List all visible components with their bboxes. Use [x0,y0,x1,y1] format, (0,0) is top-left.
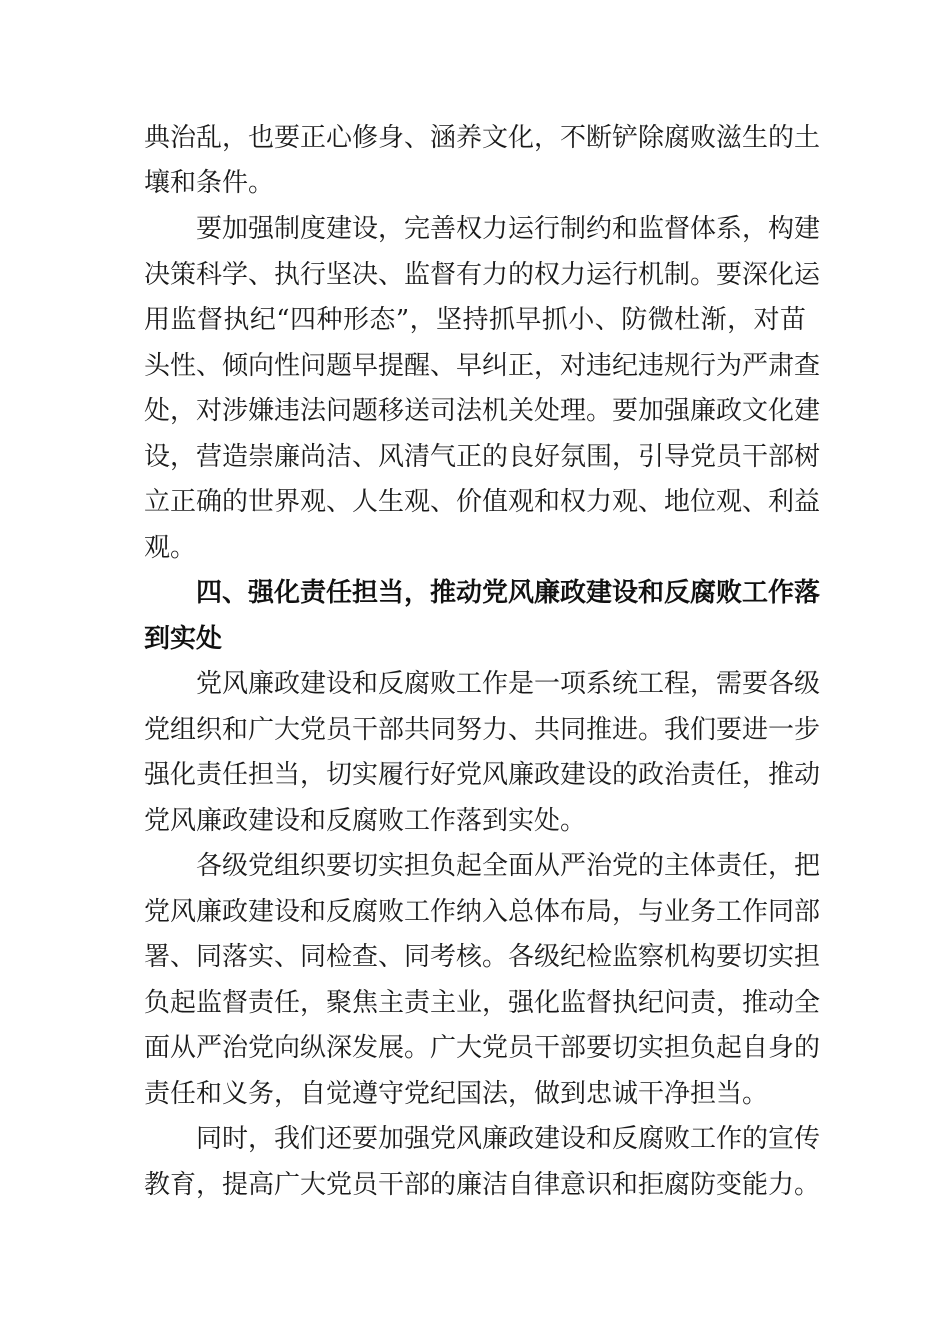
text-line: 决策科学、执行坚决、监督有力的权力运行机制。要深化运 [144,260,821,290]
text-line: 教育，提高广大党员干部的廉洁自律意识和拒腐防变能力。 [144,1170,821,1200]
text-line: 要加强制度建设，完善权力运行制约和监督体系，构建 [196,214,821,244]
text-line: 面从严治党向纵深发展。广大党员干部要切实担负起自身的 [144,1033,821,1063]
text-line: 处，对涉嫌违法问题移送司法机关处理。要加强廉政文化建 [144,396,821,426]
text-line: 观。 [144,533,197,563]
text-line: 党风廉政建设和反腐败工作落到实处。 [144,806,587,836]
text-line: 署、同落实、同检查、同考核。各级纪检监察机构要切实担 [144,942,821,972]
text-line: 壤和条件。 [144,168,275,198]
text-line: 各级党组织要切实担负起全面从严治党的主体责任，把 [196,851,821,881]
section-heading: 到实处 [144,624,223,654]
text-line: 负起监督责任，聚焦主责主业，强化监督执纪问责，推动全 [144,988,821,1018]
text-line: 用监督执纪“四种形态”，坚持抓早抓小、防微杜渐，对苗 [144,305,806,335]
text-line: 党风廉政建设和反腐败工作是一项系统工程，需要各级 [196,669,821,699]
text-line: 强化责任担当，切实履行好党风廉政建设的政治责任，推动 [144,760,821,790]
text-line: 设，营造崇廉尚洁、风清气正的良好氛围，引导党员干部树 [144,442,821,472]
text-line: 党组织和广大党员干部共同努力、共同推进。我们要进一步 [144,715,821,745]
text-line: 典治乱，也要正心修身、涵养文化，不断铲除腐败滋生的土 [144,123,821,153]
text-line: 立正确的世界观、人生观、价值观和权力观、地位观、利益 [144,487,821,517]
section-heading: 四、强化责任担当，推动党风廉政建设和反腐败工作落 [196,578,821,608]
text-line: 责任和义务，自觉遵守党纪国法，做到忠诚干净担当。 [144,1079,769,1109]
text-line: 党风廉政建设和反腐败工作纳入总体布局，与业务工作同部 [144,897,821,927]
text-line: 头性、倾向性问题早提醒、早纠正，对违纪违规行为严肃查 [144,351,821,381]
text-line: 同时，我们还要加强党风廉政建设和反腐败工作的宣传 [196,1124,821,1154]
